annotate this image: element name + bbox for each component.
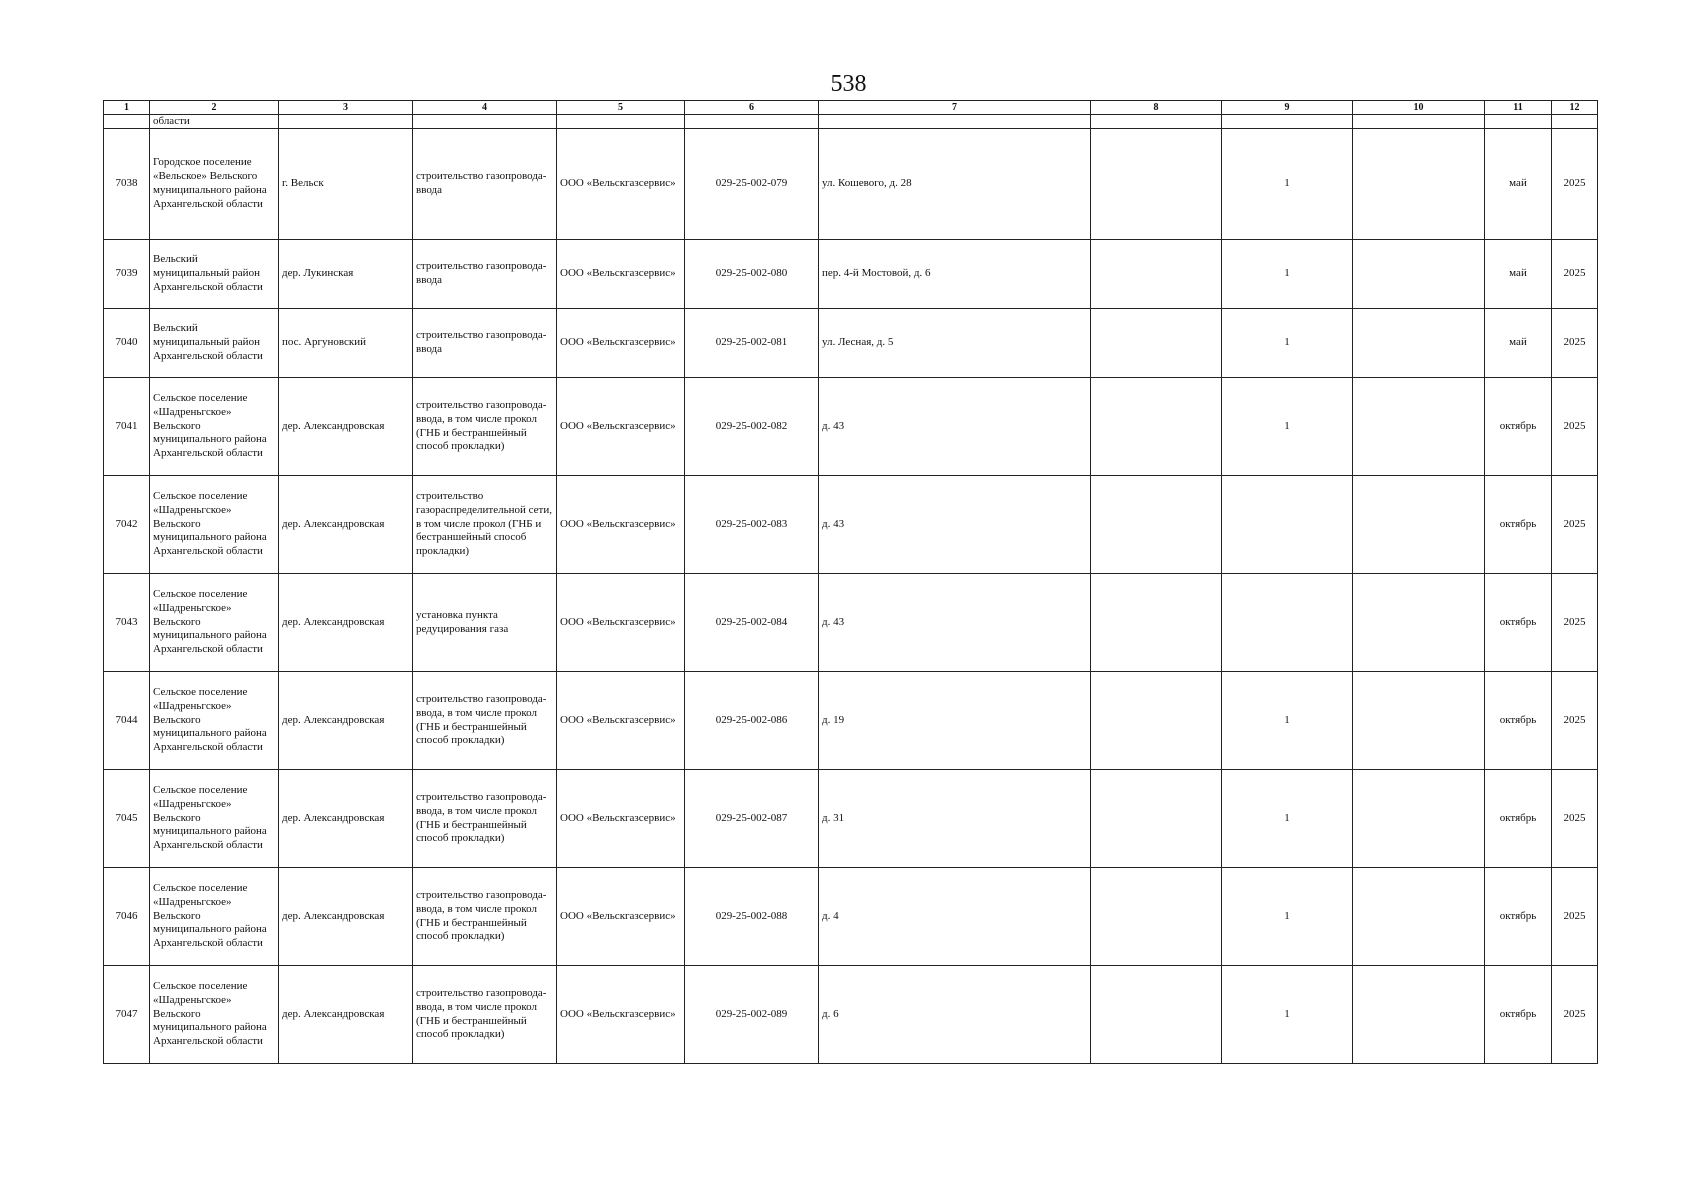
column-10-cell	[1353, 476, 1485, 574]
row-number: 7043	[104, 574, 150, 672]
table-cell	[1552, 115, 1598, 129]
object-code-cell: 029-25-002-080	[685, 240, 819, 309]
table-row	[104, 574, 1598, 672]
municipality-cell: Сельское поселение «Шадреньгское» Вельского муниципального района Архангельской области	[150, 378, 279, 476]
column-header: 12	[1552, 101, 1598, 115]
table-row	[104, 309, 1598, 378]
column-10-cell	[1353, 574, 1485, 672]
row-number: 7042	[104, 476, 150, 574]
table-row	[104, 240, 1598, 309]
continuation-row	[104, 115, 1598, 129]
column-8-cell	[1091, 770, 1222, 868]
object-code-cell: 029-25-002-089	[685, 966, 819, 1064]
column-8-cell	[1091, 309, 1222, 378]
address-cell: ул. Лесная, д. 5	[819, 309, 1091, 378]
year-cell: 2025	[1552, 672, 1598, 770]
year-cell: 2025	[1552, 378, 1598, 476]
month-cell: октябрь	[1485, 574, 1552, 672]
organization-cell: ООО «Вельскгазсервис»	[557, 966, 685, 1064]
municipality-cell: Сельское поселение «Шадреньгское» Вельского муниципального района Архангельской области	[150, 868, 279, 966]
column-8-cell	[1091, 574, 1222, 672]
month-cell: октябрь	[1485, 672, 1552, 770]
address-cell: д. 6	[819, 966, 1091, 1064]
organization-cell: ООО «Вельскгазсервис»	[557, 672, 685, 770]
row-number: 7038	[104, 129, 150, 240]
month-cell: октябрь	[1485, 868, 1552, 966]
municipality-cell: Сельское поселение «Шадреньгское» Вельского муниципального района Архангельской области	[150, 770, 279, 868]
table-cell	[557, 115, 685, 129]
municipality-cell: Сельское поселение «Шадреньгское» Вельского муниципального района Архангельской области	[150, 574, 279, 672]
month-cell: октябрь	[1485, 378, 1552, 476]
year-cell: 2025	[1552, 770, 1598, 868]
column-10-cell	[1353, 129, 1485, 240]
object-code-cell: 029-25-002-081	[685, 309, 819, 378]
year-cell: 2025	[1552, 309, 1598, 378]
table-row	[104, 868, 1598, 966]
address-cell: ул. Кошевого, д. 28	[819, 129, 1091, 240]
municipality-cell: Вельский муниципальный район Архангельской области	[150, 240, 279, 309]
object-code-cell: 029-25-002-083	[685, 476, 819, 574]
year-cell: 2025	[1552, 240, 1598, 309]
work-type-cell: строительство газопровода-ввода	[413, 309, 557, 378]
column-8-cell	[1091, 672, 1222, 770]
column-10-cell	[1353, 770, 1485, 868]
organization-cell: ООО «Вельскгазсервис»	[557, 476, 685, 574]
locality-cell: дер. Лукинская	[279, 240, 413, 309]
table-row	[104, 378, 1598, 476]
municipality-cell: Сельское поселение «Шадреньгское» Вельского муниципального района Архангельской области	[150, 966, 279, 1064]
row-number: 7046	[104, 868, 150, 966]
column-header: 2	[150, 101, 279, 115]
work-type-cell: строительство газопровода-ввода, в том числе прокол (ГНБ и бестраншейный способ прокладки)	[413, 378, 557, 476]
row-number: 7041	[104, 378, 150, 476]
registry-table	[103, 100, 1598, 1064]
municipality-cell: Сельское поселение «Шадреньгское» Вельского муниципального района Архангельской области	[150, 672, 279, 770]
object-code-cell: 029-25-002-088	[685, 868, 819, 966]
column-8-cell	[1091, 476, 1222, 574]
column-8-cell	[1091, 378, 1222, 476]
address-cell: д. 19	[819, 672, 1091, 770]
year-cell: 2025	[1552, 868, 1598, 966]
count-cell: 1	[1222, 672, 1353, 770]
table-cell	[1485, 115, 1552, 129]
table-row	[104, 129, 1598, 240]
column-header: 6	[685, 101, 819, 115]
column-header: 5	[557, 101, 685, 115]
table-row	[104, 672, 1598, 770]
year-cell: 2025	[1552, 574, 1598, 672]
locality-cell: дер. Александровская	[279, 378, 413, 476]
address-cell: д. 4	[819, 868, 1091, 966]
work-type-cell: строительство газопровода-ввода	[413, 240, 557, 309]
table-cell	[1091, 115, 1222, 129]
column-10-cell	[1353, 378, 1485, 476]
locality-cell: пос. Аргуновский	[279, 309, 413, 378]
year-cell: 2025	[1552, 966, 1598, 1064]
municipality-cell: Городское поселение «Вельское» Вельского муниципального района Архангельской области	[150, 129, 279, 240]
municipality-cell: Сельское поселение «Шадреньгское» Вельского муниципального района Архангельской области	[150, 476, 279, 574]
organization-cell: ООО «Вельскгазсервис»	[557, 378, 685, 476]
work-type-cell: строительство газопровода-ввода, в том числе прокол (ГНБ и бестраншейный способ прокладки)	[413, 868, 557, 966]
column-10-cell	[1353, 868, 1485, 966]
locality-cell: дер. Александровская	[279, 476, 413, 574]
locality-cell: дер. Александровская	[279, 868, 413, 966]
column-header: 9	[1222, 101, 1353, 115]
page-number: 538	[830, 71, 867, 97]
work-type-cell: строительство газопровода-ввода, в том числе прокол (ГНБ и бестраншейный способ прокладки)	[413, 966, 557, 1064]
object-code-cell: 029-25-002-082	[685, 378, 819, 476]
column-header: 8	[1091, 101, 1222, 115]
month-cell: май	[1485, 240, 1552, 309]
column-8-cell	[1091, 129, 1222, 240]
object-code-cell: 029-25-002-087	[685, 770, 819, 868]
address-cell: д. 43	[819, 476, 1091, 574]
table-row	[104, 770, 1598, 868]
organization-cell: ООО «Вельскгазсервис»	[557, 770, 685, 868]
month-cell: октябрь	[1485, 966, 1552, 1064]
table-row	[104, 476, 1598, 574]
object-code-cell: 029-25-002-084	[685, 574, 819, 672]
column-8-cell	[1091, 868, 1222, 966]
work-type-cell: строительство газораспределительной сети, в том числе прокол (ГНБ и бестраншейный способ прокладки)	[413, 476, 557, 574]
row-number: 7045	[104, 770, 150, 868]
row-number: 7039	[104, 240, 150, 309]
count-cell: 1	[1222, 966, 1353, 1064]
organization-cell: ООО «Вельскгазсервис»	[557, 574, 685, 672]
address-cell: д. 31	[819, 770, 1091, 868]
column-header: 11	[1485, 101, 1552, 115]
address-cell: д. 43	[819, 378, 1091, 476]
table-cell	[1222, 115, 1353, 129]
column-10-cell	[1353, 966, 1485, 1064]
column-number-header	[104, 101, 1598, 115]
municipality-cell: Вельский муниципальный район Архангельской области	[150, 309, 279, 378]
column-10-cell	[1353, 672, 1485, 770]
month-cell: октябрь	[1485, 476, 1552, 574]
count-cell: 1	[1222, 770, 1353, 868]
table-cell	[104, 115, 150, 129]
work-type-cell: строительство газопровода-ввода	[413, 129, 557, 240]
column-10-cell	[1353, 240, 1485, 309]
column-8-cell	[1091, 240, 1222, 309]
table-cell	[685, 115, 819, 129]
organization-cell: ООО «Вельскгазсервис»	[557, 240, 685, 309]
table-cell	[279, 115, 413, 129]
table-cell	[413, 115, 557, 129]
work-type-cell: установка пункта редуцирования газа	[413, 574, 557, 672]
table-row	[104, 966, 1598, 1064]
locality-cell: дер. Александровская	[279, 966, 413, 1064]
count-cell	[1222, 574, 1353, 672]
row-number: 7044	[104, 672, 150, 770]
address-cell: д. 43	[819, 574, 1091, 672]
column-8-cell	[1091, 966, 1222, 1064]
continuation-text: области	[150, 115, 279, 129]
year-cell: 2025	[1552, 476, 1598, 574]
column-header: 1	[104, 101, 150, 115]
count-cell: 1	[1222, 868, 1353, 966]
count-cell: 1	[1222, 240, 1353, 309]
locality-cell: г. Вельск	[279, 129, 413, 240]
column-header: 7	[819, 101, 1091, 115]
count-cell	[1222, 476, 1353, 574]
row-number: 7047	[104, 966, 150, 1064]
address-cell: пер. 4-й Мостовой, д. 6	[819, 240, 1091, 309]
month-cell: май	[1485, 129, 1552, 240]
work-type-cell: строительство газопровода-ввода, в том числе прокол (ГНБ и бестраншейный способ прокладки)	[413, 770, 557, 868]
object-code-cell: 029-25-002-086	[685, 672, 819, 770]
object-code-cell: 029-25-002-079	[685, 129, 819, 240]
locality-cell: дер. Александровская	[279, 672, 413, 770]
count-cell: 1	[1222, 129, 1353, 240]
column-10-cell	[1353, 309, 1485, 378]
column-header: 10	[1353, 101, 1485, 115]
count-cell: 1	[1222, 378, 1353, 476]
column-header: 3	[279, 101, 413, 115]
organization-cell: ООО «Вельскгазсервис»	[557, 868, 685, 966]
year-cell: 2025	[1552, 129, 1598, 240]
row-number: 7040	[104, 309, 150, 378]
table-cell	[1353, 115, 1485, 129]
month-cell: октябрь	[1485, 770, 1552, 868]
month-cell: май	[1485, 309, 1552, 378]
column-header: 4	[413, 101, 557, 115]
table-cell	[819, 115, 1091, 129]
count-cell: 1	[1222, 309, 1353, 378]
locality-cell: дер. Александровская	[279, 770, 413, 868]
organization-cell: ООО «Вельскгазсервис»	[557, 129, 685, 240]
locality-cell: дер. Александровская	[279, 574, 413, 672]
work-type-cell: строительство газопровода-ввода, в том числе прокол (ГНБ и бестраншейный способ прокладки)	[413, 672, 557, 770]
organization-cell: ООО «Вельскгазсервис»	[557, 309, 685, 378]
